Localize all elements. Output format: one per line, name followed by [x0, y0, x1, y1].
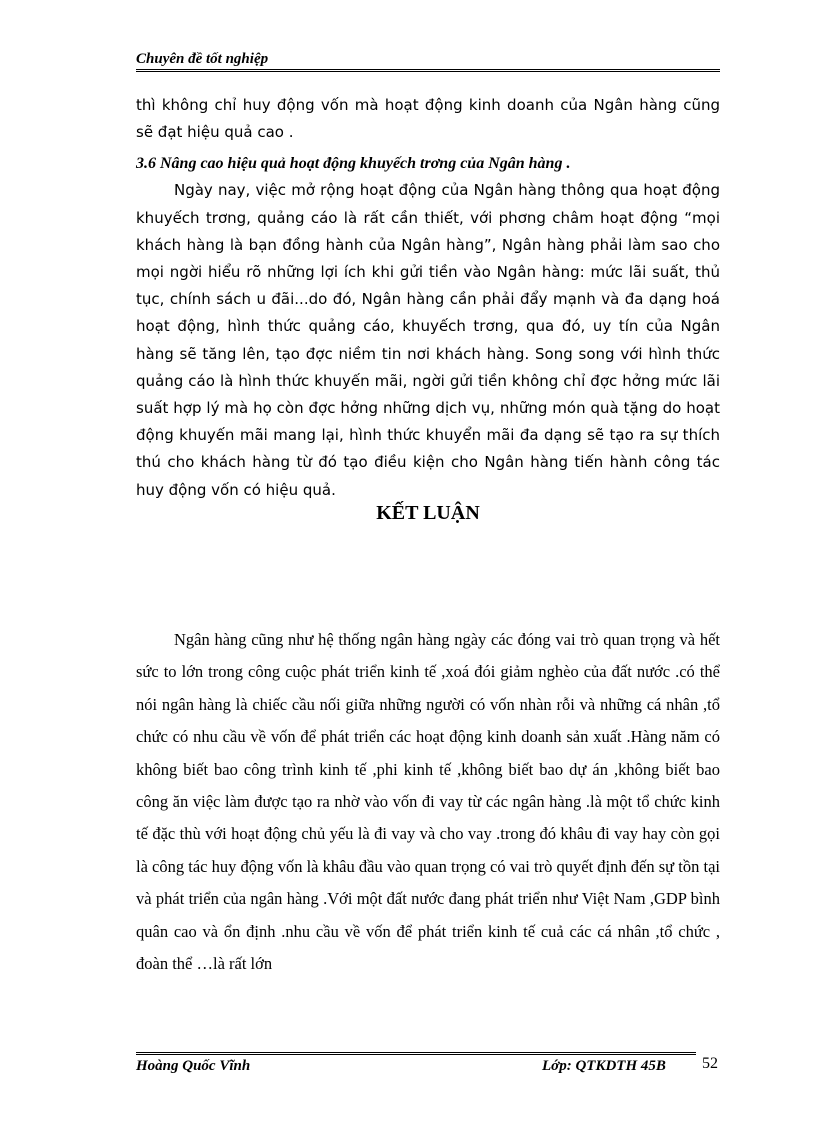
section-paragraph: Ngày nay, việc mở rộng hoạt động của Ngân hàng thông qua hoạt động khuyếch trơng, quảng cáo là rất cần thiết, với phơng châm hoạt động “mọi khách hàng là bạn đồng hành của Ngân hàng”, Ngân hàng phải làm sao cho mọi ngời hiểu rõ những lợi ích khi gửi tiền vào Ngân hàng: mức lãi suất, thủ tục, chính sách u đãi...do đó, Ngân hàng cần phải đẩy mạnh và đa dạng hoá hoạt động, hình thức quảng cáo, khuyếch trơng, qua đó, uy tín của Ngân hàng sẽ tăng lên, tạo đợc niềm tin nơi khách hàng. Song song với hình thức quảng cáo là hình thức khuyến mãi, ngời gửi tiền không chỉ đợc hởng mức lãi suất hợp lý mà họ còn đợc hởng những dịch vụ, những món quà tặng do hoạt động khuyến mãi mang lại, hình thức khuyển mãi đa dạng sẽ tạo ra sự thích thú cho khách hàng từ đó tạo điều kiện cho Ngân hàng tiến hành công tác huy động vốn có hiệu quả. — [136, 181, 720, 499]
conclusion-title: KẾT LUẬN — [376, 502, 480, 524]
conclusion-body-block — [136, 624, 720, 980]
footer-rule — [136, 1052, 696, 1055]
page-footer — [136, 1046, 720, 1086]
conclusion-paragraph: Ngân hàng cũng như hệ thống ngân hàng ngày các đóng vai trò quan trọng và hết sức to lớn trong công cuộc phát triển kinh tế ,xoá đói giảm nghèo của đất nước .có thể nói ngân hàng là chiếc cầu nối giữa những người có vốn nhàn rỗi và những cá nhân ,tổ chức có nhu cầu về vốn để phát triển các hoạt động kinh doanh sản xuất .Hàng năm có không biết bao công trình kinh tế ,phi kinh tế ,không biết bao dự án ,không biết bao công ăn việc làm được tạo ra nhờ vào vốn đi vay từ các ngân hàng .là một tổ chức kinh tế đặc thù với hoạt động chủ yếu là đi vay và cho vay .trong đó khâu đi vay hay còn gọi là công tác huy động vốn là khâu đầu vào quan trọng có vai trò quyết định đến sự tồn tại và phát triển của ngân hàng .Với một đất nước đang phát triển như Việt Nam ,GDP bình quân cao và ổn định .nhu cầu về vốn để phát triển kinh tế cuả các cá nhân ,tổ chức , đoàn thể …là rất lớn — [136, 630, 720, 974]
section-heading: 3.6 Nâng cao hiệu quả hoạt động khuyếch trơng của Ngân hàng . — [136, 155, 571, 173]
section-body-block — [136, 92, 720, 504]
footer-class: Lớp: QTKDTH 45B — [542, 1058, 666, 1074]
page-header — [136, 47, 720, 73]
intro-paragraph: thì không chỉ huy động vốn mà hoạt động kinh doanh của Ngân hàng cũng sẽ đạt hiệu quả cao . — [136, 96, 720, 142]
page-number: 52 — [702, 1055, 718, 1072]
footer-author: Hoàng Quốc Vĩnh — [136, 1058, 251, 1074]
header-title: Chuyên đề tốt nghiệp — [136, 51, 269, 67]
header-rule — [136, 69, 720, 72]
